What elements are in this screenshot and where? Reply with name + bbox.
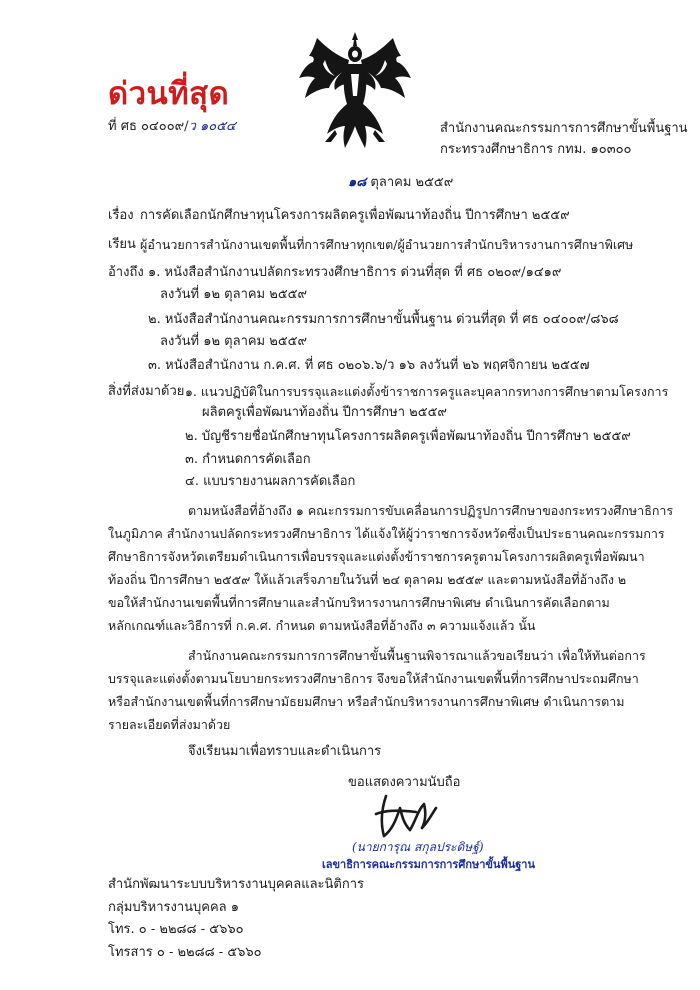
date-day: ๑๘ (348, 175, 367, 190)
reference-item-1-date: ลงวันที่ ๑๒ ตุลาคม ๒๕๕๙ (160, 287, 308, 302)
salutation: ขอแสดงความนับถือ (348, 775, 461, 790)
body-para1-line4: ท้องถิ่น ปีการศึกษา ๒๕๕๙ ให้แล้วเสร็จภายในวันที่ ๒๔ ตุลาคม ๒๕๕๙ และตามหนังสือที่อ้างถึง ๒ (108, 572, 627, 587)
reference-item-3: ๓. หนังสือสำนักงาน ก.ค.ศ. ที่ ศธ ๐๒๐๖.๖/ว ๑๖ ลงวันที่ ๒๖ พฤศจิกายน ๒๕๕๗ (148, 358, 590, 373)
body-para2-line1: สำนักงานคณะกรรมการการศึกษาขั้นพื้นฐานพิจารณาแล้วขอเรียนว่า เพื่อให้ทันต่อการ (188, 648, 646, 663)
urgency-label: ด่วนที่สุด (108, 76, 230, 112)
closing-line: จึงเรียนมาเพื่อทราบและดำเนินการ (188, 744, 382, 759)
body-para2-line3: หรือสำนักงานเขตพื้นที่การศึกษามัธยมศึกษา หรือสำนักบริหารงานการศึกษาพิเศษ ดำเนินการตาม (108, 694, 625, 709)
attachment-item-4: ๔. แบบรายงานผลการคัดเลือก (185, 474, 356, 489)
document-date (348, 174, 453, 192)
footer-group: กลุ่มบริหารงานบุคคล ๑ (108, 900, 240, 915)
signatory-title: เลขาธิการคณะกรรมการการศึกษาขั้นพื้นฐาน (322, 858, 535, 871)
attachment-item-1-cont: ผลิตครูเพื่อพัฒนาท้องถิ่น ปีการศึกษา ๒๕๕๙ (202, 405, 447, 420)
signatory-name: (นายการุณ สกุลประดิษฐ์) (352, 840, 484, 854)
body-para1-line3: ศึกษาธิการจังหวัดเตรียมดำเนินการเพื่อบรรจุและแต่งตั้งข้าราชการครูตามโครงการผลิตครูเพื่อพัฒนา (108, 549, 645, 564)
attachment-item-1: ๑. แนวปฏิบัติในการบรรจุและแต่งตั้งข้าราชการครูและบุคลากรทางการศึกษาตามโครงการ (185, 384, 669, 399)
reference-handwritten-number: ว ๑๐๕๔ (188, 119, 236, 134)
reference-item-2: ๒. หนังสือสำนักงานคณะกรรมการการศึกษาขั้นพื้นฐาน ด่วนที่สุด ที่ ศธ ๐๔๐๐๙/๘๖๘ (148, 312, 619, 327)
attachment-item-3: ๓. กำหนดการคัดเลือก (185, 452, 311, 467)
body-para1-line1: ตามหนังสือที่อ้างถึง ๑ คณะกรรมการขับเคลื่อนการปฏิรูปการศึกษาของกระทรวงศึกษาธิการ (188, 503, 674, 518)
subject-text: การคัดเลือกนักศึกษาทุนโครงการผลิตครูเพื่อพัฒนาท้องถิ่น ปีการศึกษา ๒๕๕๙ (140, 208, 570, 223)
body-para1-line5: ขอให้สำนักงานเขตพื้นที่การศึกษาและสำนักบริหารงานการศึกษาพิเศษ ดำเนินการคัดเลือกตาม (108, 595, 610, 610)
reference-item-1: ๑. หนังสือสำนักงานปลัดกระทรวงศึกษาธิการ ด่วนที่สุด ที่ ศธ ๐๒๐๙/๑๔๑๙ (148, 265, 562, 280)
body-para1-line6: หลักเกณฑ์และวิธีการที่ ก.ค.ศ. กำหนด ตามหนังสือที่อ้างถึง ๓ ความแจ้งแล้ว นั้น (108, 618, 536, 633)
reference-item-2-date: ลงวันที่ ๑๒ ตุลาคม ๒๕๕๙ (160, 334, 308, 349)
body-para1-line2: ในภูมิภาค สำนักงานปลัดกระทรวงศึกษาธิการ ได้แจ้งให้ผู้ว่าราชการจังหวัดซึ่งเป็นประธานคณะกรรมการ (108, 526, 665, 541)
reference-number (108, 118, 236, 136)
subject-label: เรื่อง (108, 208, 134, 223)
recipient-text: ผู้อำนวยการสำนักงานเขตพื้นที่การศึกษาทุกเขต/ผู้อำนวยการสำนักบริหารงานการศึกษาพิเศษ (140, 237, 634, 252)
recipient-label: เรียน (108, 237, 136, 252)
sender-office: สำนักงานคณะกรรมการการศึกษาขั้นพื้นฐาน (440, 121, 688, 136)
footer-fax: โทรสาร ๐ - ๒๒๘๘ - ๕๖๖๐ (108, 945, 262, 960)
reference-prefix: ที่ ศธ ๐๔๐๐๙/ (108, 119, 189, 134)
footer-office: สำนักพัฒนาระบบบริหารงานบุคคลและนิติการ (108, 877, 365, 892)
sender-ministry: กระทรวงศึกษาธิการ กทม. ๑๐๓๐๐ (440, 142, 632, 157)
garuda-emblem-icon (297, 30, 413, 150)
references-label: อ้างถึง (108, 265, 144, 280)
attachments-label: สิ่งที่ส่งมาด้วย (108, 384, 185, 399)
footer-phone: โทร. ๐ - ๒๒๘๘ - ๕๖๖๐ (108, 922, 244, 937)
date-month-year: ตุลาคม ๒๕๕๙ (370, 175, 454, 190)
body-para2-line2: บรรจุและแต่งตั้งตามนโยบายกระทรวงศึกษาธิการ จึงขอให้สำนักงานเขตพื้นที่การศึกษาประถมศึกษา (108, 671, 639, 686)
attachment-item-2: ๒. บัญชีรายชื่อนักศึกษาทุนโครงการผลิตครูเพื่อพัฒนาท้องถิ่น ปีการศึกษา ๒๕๕๙ (185, 429, 631, 444)
body-para2-line4: รายละเอียดที่ส่งมาด้วย (108, 717, 231, 732)
handwritten-signature (372, 790, 442, 842)
